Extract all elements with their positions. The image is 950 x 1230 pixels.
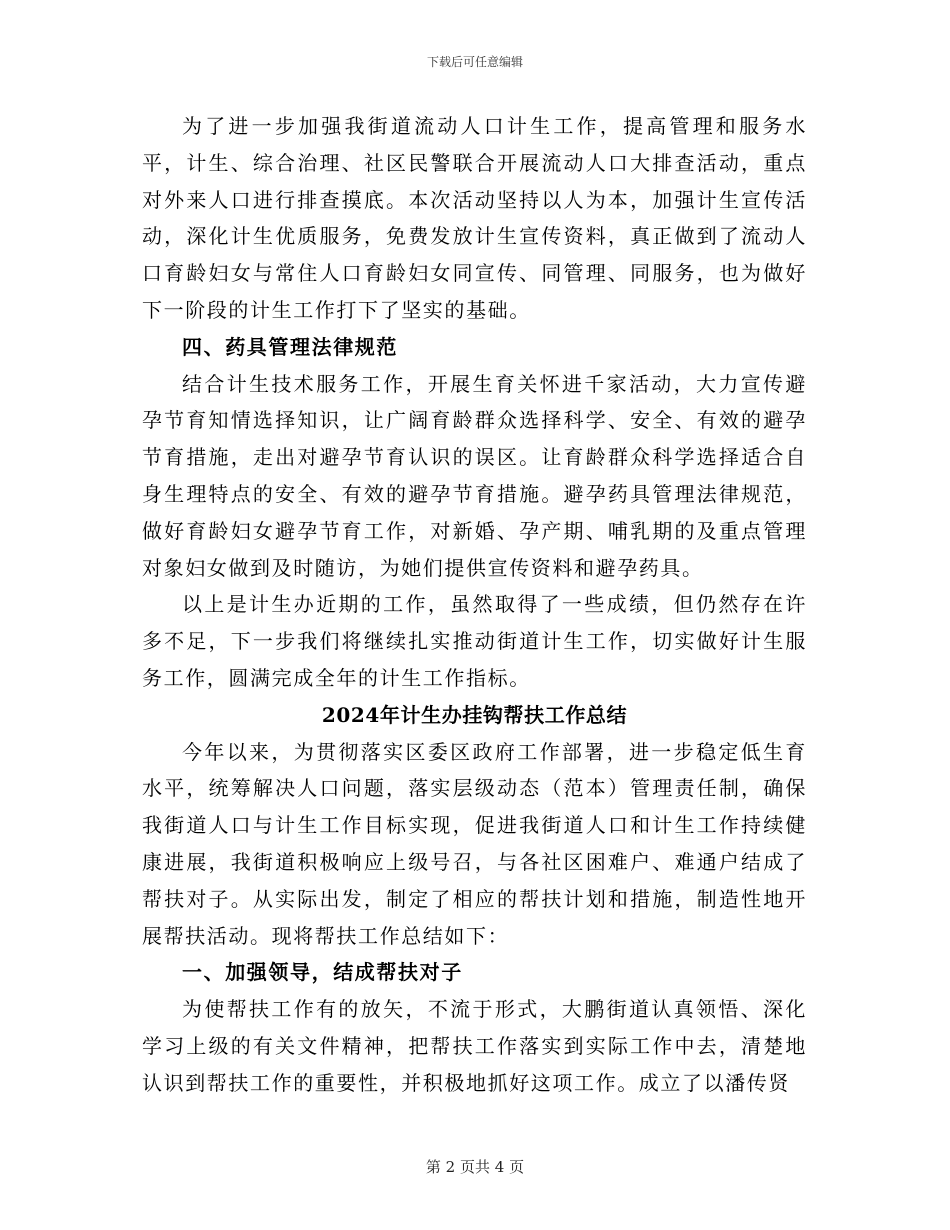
paragraph-summary-conclusion: 以上是计生办近期的工作，虽然取得了一些成绩，但仍然存在许多不足，下一步我们将继续扎实推动街道计生工作，切实做好计生服务工作，圆满完成全年的计生工作指标。 [142, 592, 807, 690]
paragraph-contraceptive-services: 结合计生技术服务工作，开展生育关怀进千家活动，大力宣传避孕节育知情选择知识，让广阔育龄群众选择科学、安全、有效的避孕节育措施，走出对避孕节育认识的误区。让育龄群众科学选择适合自身生理特点的安全、有效的避孕节育措施。避孕药具管理法律规范，做好育龄妇女避孕节育工作，对新婚、孕产期、哺乳期的及重点管理对象妇女做到及时随访，为她们提供宣传资料和避孕药具。 [142, 371, 807, 580]
section-heading-leadership: 一、加强领导，结成帮扶对子 [182, 960, 463, 985]
document-body [142, 108, 807, 1102]
page-footer-number: 第 2 页共 4 页 [425, 1158, 525, 1176]
paragraph-leadership-details: 为使帮扶工作有的放矢，不流于形式，大鹏街道认真领悟、深化学习上级的有关文件精神，把帮扶工作落实到实际工作中去，清楚地认识到帮扶工作的重要性，并积极地抓好这项工作。成立了以潘传贤 [142, 997, 807, 1095]
paragraph-migrant-population: 为了进一步加强我街道流动人口计生工作，提高管理和服务水平，计生、综合治理、社区民警联合开展流动人口大排查活动，重点对外来人口进行排查摸底。本次活动坚持以人为本，加强计生宣传活动，深化计生优质服务，免费发放计生宣传资料，真正做到了流动人口育龄妇女与常住人口育龄妇女同宣传、同管理、同服务，也为做好下一阶段的计生工作打下了坚实的基础。 [142, 114, 807, 322]
paragraph-introduction: 今年以来，为贯彻落实区委区政府工作部署，进一步稳定低生育水平，统筹解决人口问题，落实层级动态（范本）管理责任制，确保我街道人口与计生工作目标实现，促进我街道人口和计生工作持续健康进展，我街道积极响应上级号召，与各社区困难户、难通户结成了帮扶对子。从实际出发，制定了相应的帮扶计划和措施，制造性地开展帮扶活动。现将帮扶工作总结如下： [142, 739, 807, 948]
page-header-note: 下载后可任意编辑 [426, 55, 523, 69]
section-heading-contraceptive-management: 四、药具管理法律规范 [182, 334, 398, 359]
document-title: 2024年计生办挂钩帮扶工作总结 [321, 702, 628, 727]
